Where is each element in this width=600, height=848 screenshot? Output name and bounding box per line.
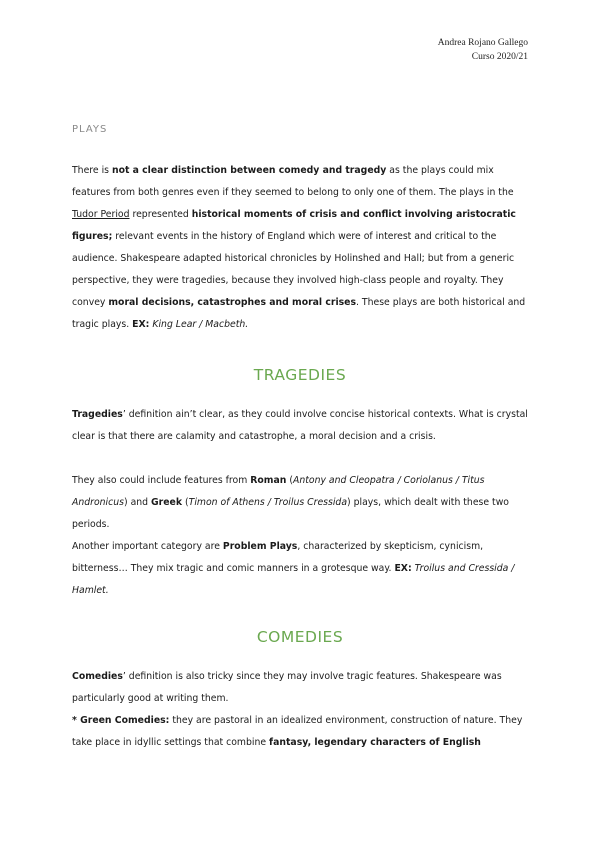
tudor-period-link: Tudor Period bbox=[72, 209, 130, 220]
comedies-paragraph-2: * Green Comedies: they are pastoral in an idealized environment, construction of nature. They take place in idyllic settings that combine fantasy, legendary characters of English bbox=[72, 715, 523, 748]
author-name: Andrea Rojano Gallego bbox=[437, 38, 528, 48]
course-label: Curso 2020/21 bbox=[471, 52, 528, 62]
tragedies-paragraph-2: They also could include features from Roman (Antony and Cleopatra / Coriolanus / Titus Andronicus) and Greek (Timon of Athens / Troilus Cressida) plays, which dealt with these two periods. bbox=[72, 475, 509, 530]
plays-paragraph: There is not a clear distinction between comedy and tragedy as the plays could mix features from both genres even if they seemed to belong to only one of them. The plays in the Tudor Period represented historical moments of crisis and conflict involving aristocratic figures; relevant events in the history of England which were of interest and critical to the audience. Shakespeare adapted historical chronicles by Holinshed and Hall; but from a generic perspective, they were tragedies, because they involved high-class people and royalty. They convey moral decisions, catastrophes and moral crises. These plays are both historical and tragic plays. EX: King Lear / Macbeth. bbox=[72, 165, 526, 330]
page-header bbox=[438, 36, 528, 64]
comedies-heading: COMEDIES bbox=[256, 628, 344, 646]
tragedies-paragraph-3: Another important category are Problem Plays, characterized by skepticism, cynicism, bitterness… They mix tragic and comic manners in a grotesque way. EX: Troilus and Cressida / Hamlet. bbox=[72, 541, 515, 596]
plays-title: PLAYS bbox=[72, 124, 108, 135]
comedies-paragraph-1: Comedies’ definition is also tricky since they may involve tragic features. Shakespeare was particularly good at writing them. bbox=[72, 671, 502, 704]
tragedies-paragraph-1: Tragedies’ definition ain’t clear, as they could involve concise historical contexts. What is crystal clear is that there are calamity and catastrophe, a moral decision and a crisis. bbox=[72, 409, 528, 442]
tragedies-heading: TRAGEDIES bbox=[253, 366, 347, 384]
